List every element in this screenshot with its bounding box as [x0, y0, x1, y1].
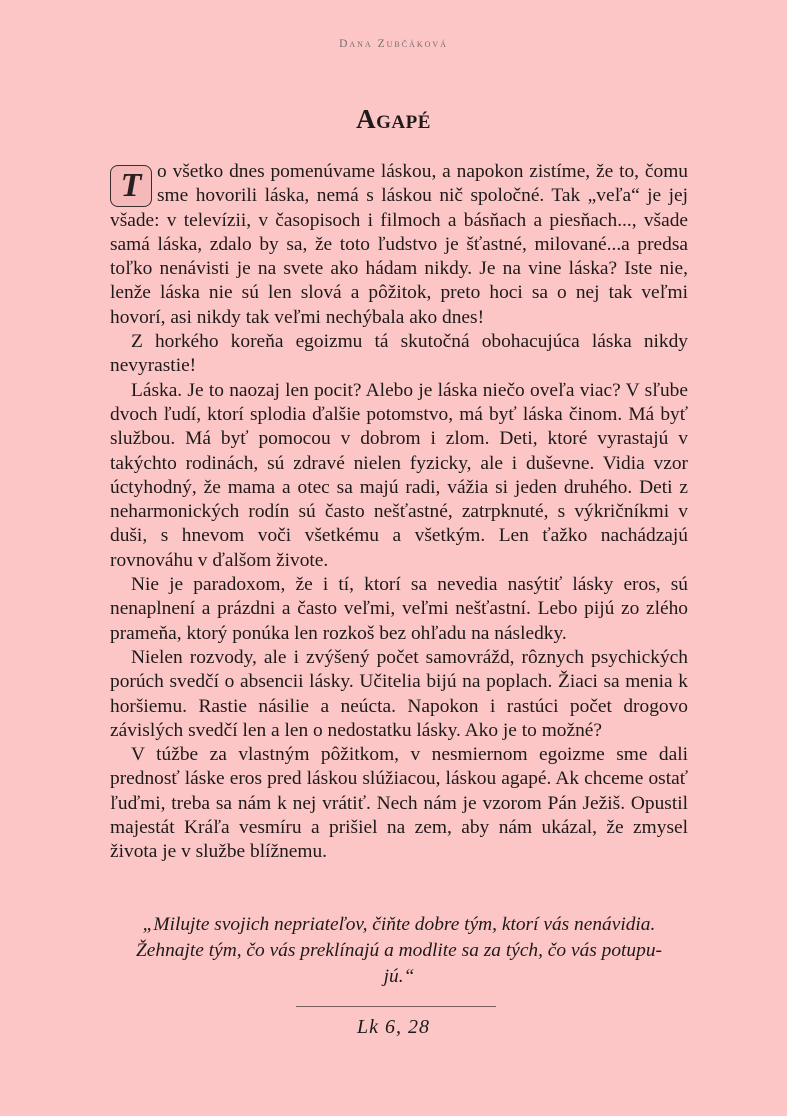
paragraph-text: o všetko dnes pomenúvame láskou, a napokon zistíme, že to, čomu sme hovorili láska, nemá s láskou nič spoločné. Tak „veľa“ je jej všade: v televízii, v časopisoch i filmoch a básňach a piesňach..., všade samá láska, zdalo by sa, že toto ľudstvo je šťastné, milované...a predsa toľko nenávisti je na svete ako hádam nikdy. Je na vine láska? Iste nie, lenže láska nie sú len slová a pôžitok, preto hoci sa o nej tak veľmi hovorí, asi nikdy tak veľmi nechýbala ako dnes! — [110, 161, 688, 328]
quote-line: Žehnajte tým, čo vás preklínajú a modlite sa za tých, čo vás potupu- — [136, 940, 662, 961]
article-title: Agapé — [356, 104, 431, 134]
paragraph-3: Láska. Je to naozaj len pocit? Alebo je láska niečo oveľa viac? V sľube dvoch ľudí, ktorí splodia ďalšie potomstvo, má byť láska činom. Má byť službou. Má byť pomocou v dobrom i zlom. Deti, ktoré vyrastajú v takýchto rodinách, sú zdravé nielen fyzicky, ale i duševne. Vidia vzor úctyhodný, že mama a otec sa majú radi, vážia si jeden druhého. Deti z neharmonických rodín sú často nešťastné, zatrpknuté, s výkričníkmi v duši, s hnevom voči všetkému a všetkým. Len ťažko nachádzajú rovnováhu v ďalšom živote. — [110, 379, 688, 571]
paragraph-4: Nie je paradoxom, že i tí, ktorí sa nevedia nasýtiť lásky eros, sú nenaplnení a prázdni a často veľmi, veľmi nešťastní. Lebo pijú zo zlého prameňa, ktorý ponúka len rozkoš bez ohľadu na následky. — [110, 574, 688, 644]
paragraph-5: Nielen rozvody, ale i zvýšený počet samovrážd, rôznych psychických porúch svedčí o absencii lásky. Učitelia bijú na poplach. Žiaci sa menia k horšiemu. Rastie násilie a neúcta. Napokon i rastúci počet drogovo závislých svedčí len a len o nedostatku lásky. Ako je to možné? — [110, 646, 688, 741]
quote-line: jú.“ — [383, 966, 415, 987]
paragraph-6: V túžbe za vlastným pôžitkom, v nesmiernom egoizme sme dali prednosť láske eros pred láskou slúžiacou, láskou agapé. Ak chceme ostať ľuďmi, treba sa nám k nej vrátiť. Nech nám je vzorom Pán Ježiš. Opustil majestát Kráľa vesmíru a prišiel na zem, aby nám ukázal, že zmysel života je v službe blížnemu. — [110, 744, 688, 863]
paragraph-2: Z horkého koreňa egoizmu tá skutočná obohacujúca láska nikdy nevyrastie! — [110, 331, 688, 377]
bible-quote — [110, 912, 688, 990]
page-header-author: Dana Zubčáková — [339, 38, 448, 50]
article-body — [110, 160, 688, 865]
divider — [296, 1006, 496, 1007]
quote-line: „Milujte svojich nepriateľov, čiňte dobre tým, ktorí vás nenávidia. — [142, 914, 656, 935]
paragraph-1 — [110, 160, 688, 330]
quote-reference: Lk 6, 28 — [357, 1016, 430, 1038]
ornamental-dropcap: T — [110, 165, 152, 207]
